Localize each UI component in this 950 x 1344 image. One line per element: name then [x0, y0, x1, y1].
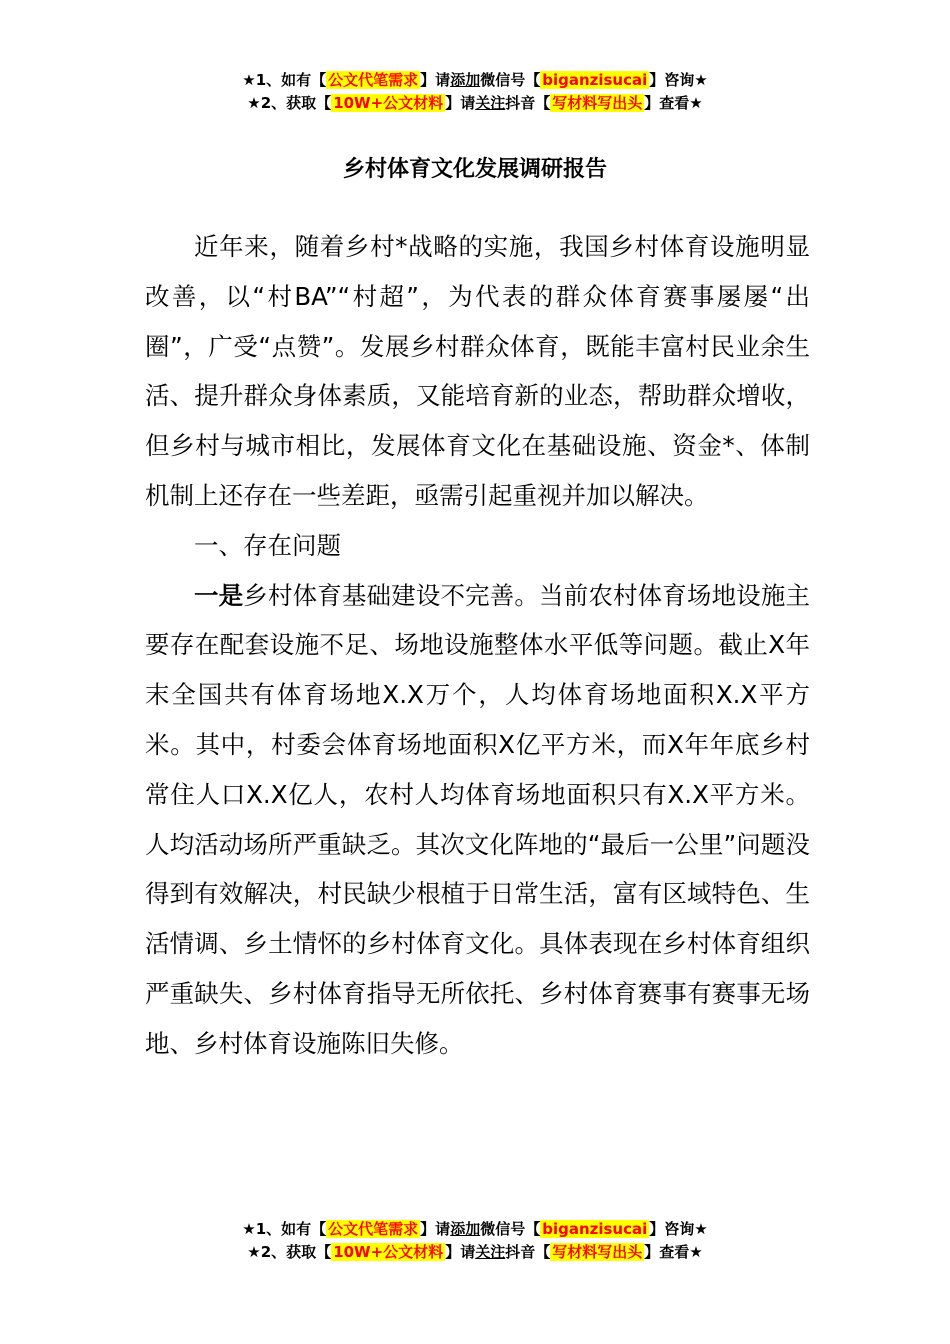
header-banner — [0, 69, 950, 115]
banner-text: 微信号【 — [480, 1220, 541, 1238]
paragraph-intro: 近年来，随着乡村*战略的实施，我国乡村体育设施明显改善，以“村BA”“村超”，为代表的群众体育赛事屡屡“出圈”，广受“点赞”。发展乡村群众体育，既能丰富村民业余生活、提升群众身体素质，又能培育新的业态，帮助群众增收，但乡村与城市相比，发展体育文化在基础设施、资金*、体制机制上还存在一些差距，亟需引起重视并加以解决。 — [145, 232, 810, 510]
highlight-materials: 10W+公文材料 — [333, 94, 444, 112]
highlight-douyin-account: 写材料写出头 — [552, 1243, 643, 1261]
banner-text: 】请 — [420, 71, 451, 89]
banner-text: 1、如有【 — [255, 71, 327, 89]
underlined-follow: 关注 — [475, 94, 506, 112]
star-icon: ★ — [247, 1243, 261, 1261]
star-icon: ★ — [242, 1220, 256, 1238]
underlined-follow: 关注 — [475, 1243, 506, 1261]
paragraph-lead: 一是 — [194, 580, 244, 610]
paragraph-problem-1 — [145, 571, 810, 1069]
highlight-service: 公文代笔需求 — [328, 1220, 419, 1238]
banner-text: 】查看★ — [644, 1243, 703, 1261]
paragraph-text: 乡村体育基础建设不完善。当前农村体育场地设施主要存在配套设施不足、场地设施整体水平低等问题。截止X年末全国共有体育场地X.X万个，人均体育场地面积X.X平方米。其中，村委会体育场地面积X亿平方米，而X年年底乡村常住人口X.X亿人，农村人均体育场地面积只有X.X平方米。人均活动场所严重缺乏。其次文化阵地的“最后一公里”问题没得到有效解决，村民缺少根植于日常生活，富有区域特色、生活情调、乡土情怀的乡村体育文化。具体表现在乡村体育组织严重缺失、乡村体育指导无所依托、乡村体育赛事有赛事无场地、乡村体育设施陈旧失修。 — [145, 580, 811, 1058]
document-title: 乡村体育文化发展调研报告 — [342, 157, 607, 182]
star-icon: ★ — [247, 94, 261, 112]
banner-line-2 — [0, 92, 950, 115]
highlight-douyin-account: 写材料写出头 — [552, 94, 643, 112]
banner-text: 】请 — [445, 1243, 476, 1261]
star-icon: ★ — [242, 71, 256, 89]
banner-text: 】咨询★ — [649, 71, 708, 89]
banner-text: 抖音【 — [505, 1243, 551, 1261]
banner-text: 】请 — [445, 94, 476, 112]
highlight-wechat-id: biganzisucai — [542, 1220, 648, 1238]
footer-banner — [0, 1218, 950, 1264]
highlight-materials: 10W+公文材料 — [333, 1243, 444, 1261]
document-body — [145, 222, 810, 1069]
highlight-wechat-id: biganzisucai — [542, 71, 648, 89]
banner-text: 】请 — [420, 1220, 451, 1238]
banner-line-2 — [0, 1241, 950, 1264]
highlight-service: 公文代笔需求 — [328, 71, 419, 89]
banner-text: 抖音【 — [505, 94, 551, 112]
banner-text: 】查看★ — [644, 94, 703, 112]
banner-text: 1、如有【 — [255, 1220, 327, 1238]
banner-text: 2、获取【 — [260, 94, 332, 112]
underlined-add: 添加 — [450, 1220, 481, 1238]
banner-line-1 — [0, 1218, 950, 1241]
banner-line-1 — [0, 69, 950, 92]
banner-text: 】咨询★ — [649, 1220, 708, 1238]
banner-text: 微信号【 — [480, 71, 541, 89]
underlined-add: 添加 — [450, 71, 481, 89]
banner-text: 2、获取【 — [260, 1243, 332, 1261]
section-heading: 一、存在问题 — [194, 530, 341, 560]
